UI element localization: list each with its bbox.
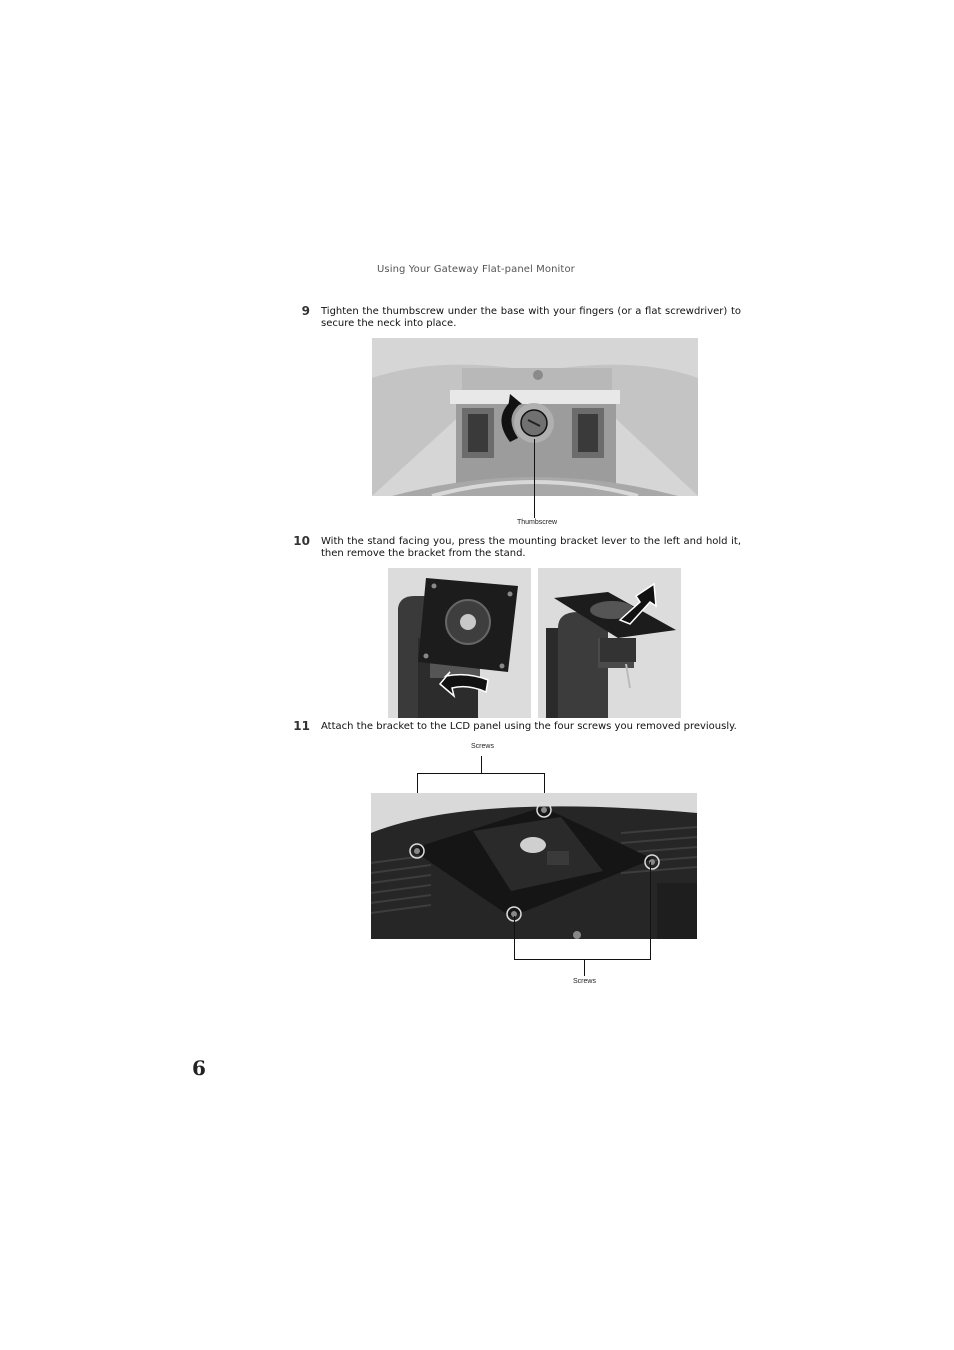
callout-screws-top: Screws [471,743,494,750]
step-text-11: Attach the bracket to the LCD panel using the four screws you removed previously. [321,721,737,732]
photo-base-underside [372,338,698,496]
photo-bracket-on-panel [371,793,697,939]
screws-bottom-left-leg [514,916,515,959]
callout-screws-bottom: Screws [573,978,596,985]
thumbscrew-leader-line [534,439,535,518]
step-number-9: 9 [301,304,310,318]
screws-top-stem [481,756,482,773]
page-number: 6 [192,1056,206,1080]
screws-bottom-right-leg [650,862,651,959]
step-text-10: With the stand facing you, press the mounting bracket lever to the left and hold it, then remove the bracket from the stand. [321,536,741,559]
screws-bottom-bracket [514,959,651,960]
step-text-9: Tighten the thumbscrew under the base with your fingers (or a flat screwdriver) to secure the neck into place. [321,306,741,329]
photo-press-lever [388,568,531,718]
screws-bottom-stem [584,959,585,976]
callout-thumbscrew: Thumbscrew [517,519,558,526]
step-number-10: 10 [293,534,310,548]
photo-remove-bracket [538,568,681,718]
screws-top-bracket [417,773,545,774]
running-header: Using Your Gateway Flat-panel Monitor [377,264,575,275]
step-number-11: 11 [293,719,310,733]
